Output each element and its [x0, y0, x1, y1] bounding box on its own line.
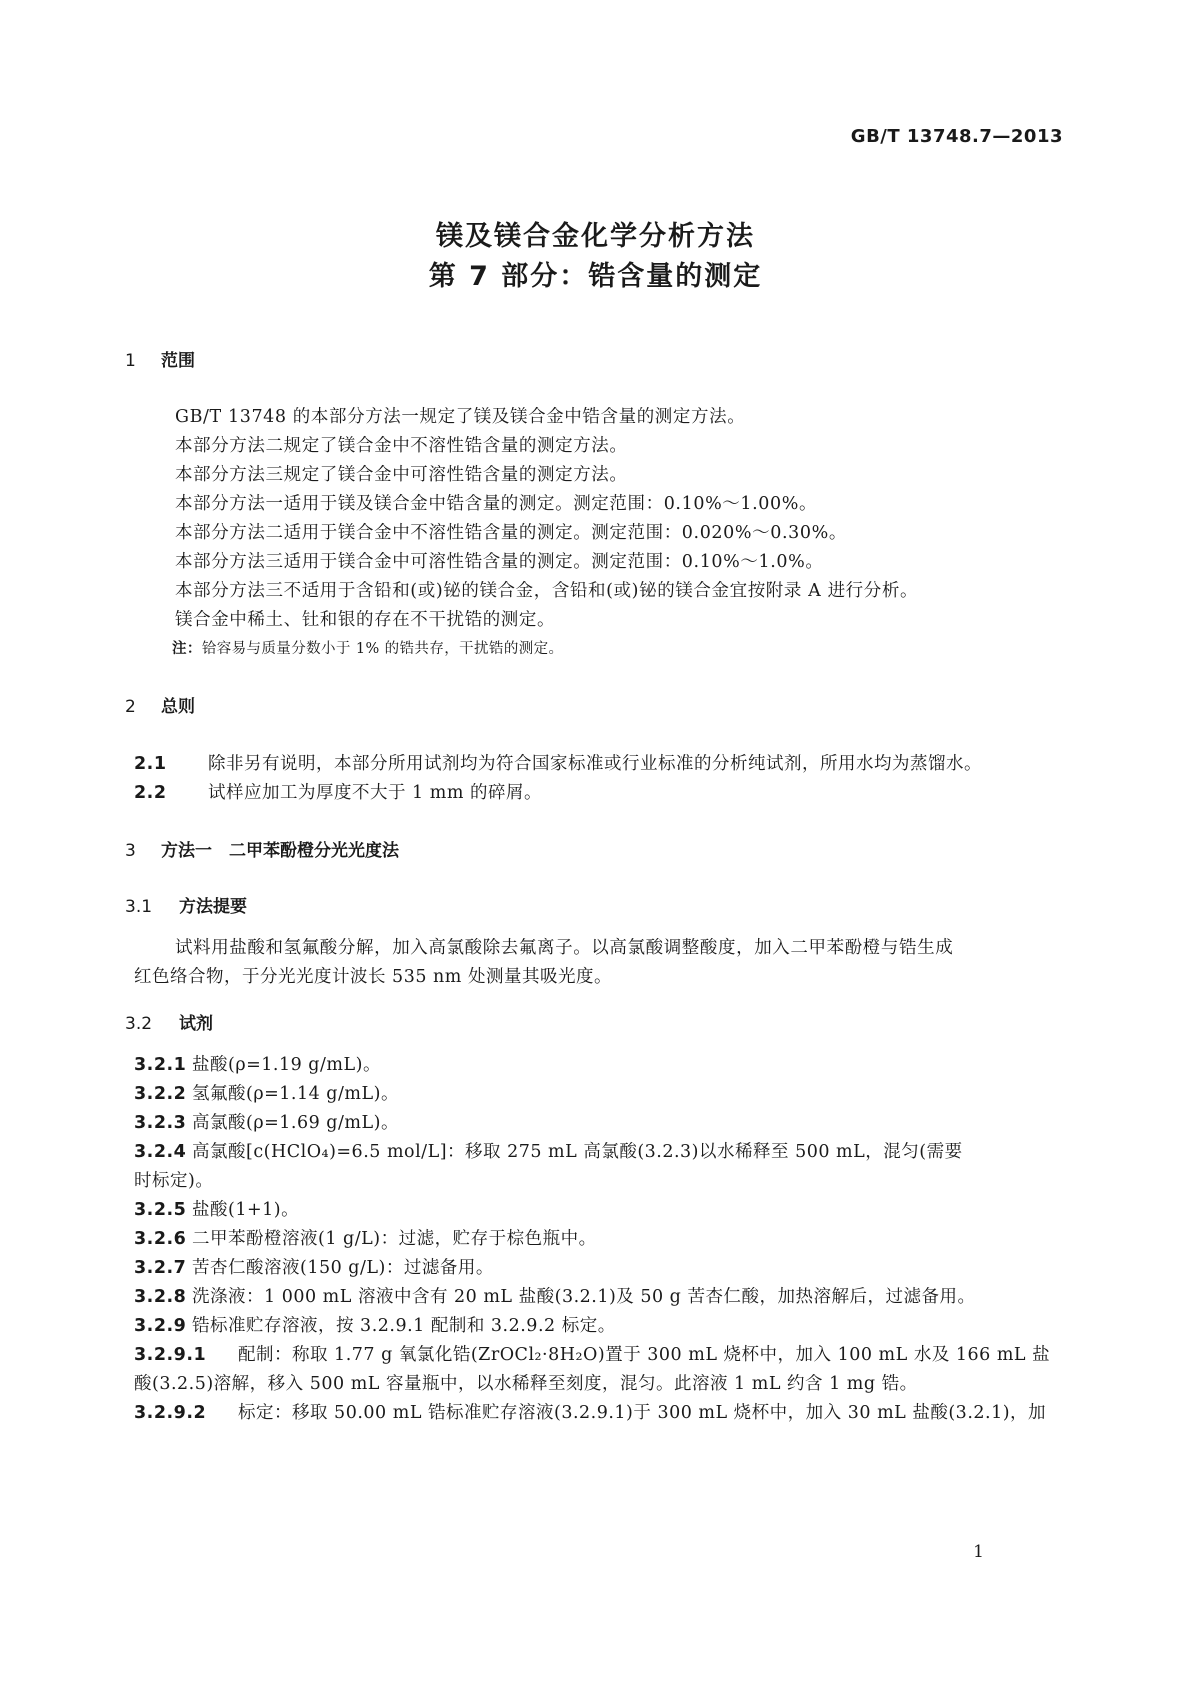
- reagent-item: [134, 1225, 597, 1250]
- scope-paragraph: 本部分方法二适用于镁合金中不溶性锆含量的测定。测定范围：0.020%～0.30%。: [175, 523, 847, 543]
- clause-number: 3.2.8: [134, 1287, 187, 1307]
- scope-paragraph: GB/T 13748 的本部分方法一规定了镁及镁合金中锆含量的测定方法。: [175, 407, 746, 427]
- clause-text: 盐酸(1+1)。: [192, 1200, 300, 1220]
- scope-paragraph: 本部分方法三适用于镁合金中可溶性锆含量的测定。测定范围：0.10%～1.0%。: [175, 552, 824, 572]
- section-title: 试剂: [179, 1014, 213, 1034]
- clause-2-1: [134, 750, 982, 775]
- scope-paragraph: 本部分方法一适用于镁及镁合金中锆含量的测定。测定范围：0.10%～1.00%。: [175, 494, 818, 514]
- scope-paragraph: 本部分方法三不适用于含铅和(或)铋的镁合金，含铅和(或)铋的镁合金宜按附录 A 进行分析。: [175, 581, 919, 601]
- clause-number: 3.2.2: [134, 1084, 187, 1104]
- principle-line: 红色络合物，于分光光度计波长 535 nm 处测量其吸光度。: [134, 967, 612, 987]
- clause-text: 苦杏仁酸溶液(150 g/L)：过滤备用。: [192, 1258, 494, 1278]
- scope-paragraph: 本部分方法三规定了镁合金中可溶性锆含量的测定方法。: [175, 465, 628, 485]
- clause-text: 配制：称取 1.77 g 氧氯化锆(ZrOCl₂·8H₂O)置于 300 mL 烧杯中，加入 100 mL 水及 166 mL 盐: [238, 1345, 1051, 1365]
- section-3-1-heading: [125, 892, 247, 917]
- clause-number: 2.2: [134, 783, 167, 803]
- reagent-item-continued: 时标定)。: [134, 1171, 214, 1191]
- scope-note: [172, 637, 563, 658]
- clause-text: 氢氟酸(ρ=1.14 g/mL)。: [192, 1084, 399, 1104]
- clause-number: 3.2.9.1: [134, 1345, 207, 1365]
- clause-number: 3.2.5: [134, 1200, 187, 1220]
- section-2-heading: [125, 692, 195, 717]
- reagent-item: [134, 1138, 963, 1163]
- clause-text: 锆标准贮存溶液，按 3.2.9.1 配制和 3.2.9.2 标定。: [192, 1316, 616, 1336]
- scope-paragraph: 镁合金中稀土、钍和银的存在不干扰锆的测定。: [175, 610, 556, 630]
- note-text: 铪容易与质量分数小于 1% 的锆共存，干扰锆的测定。: [201, 641, 564, 657]
- clause-text: 二甲苯酚橙溶液(1 g/L)：过滤，贮存于棕色瓶中。: [192, 1229, 597, 1249]
- reagent-item: [134, 1051, 381, 1076]
- clause-number: 3.2.9: [134, 1316, 187, 1336]
- reagent-item-continued: 酸(3.2.5)溶解，移入 500 mL 容量瓶中，以水稀释至刻度，混匀。此溶液 1 mL 约含 1 mg 锆。: [134, 1374, 918, 1394]
- clause-text: 试样应加工为厚度不大于 1 mm 的碎屑。: [208, 783, 543, 803]
- clause-number: 3.2.7: [134, 1258, 187, 1278]
- section-title: 范围: [161, 351, 195, 371]
- document-title: 镁及镁合金化学分析方法: [436, 221, 755, 252]
- reagent-item: [134, 1196, 299, 1221]
- clause-number: 3.2.3: [134, 1113, 187, 1133]
- clause-number: 3.2.6: [134, 1229, 187, 1249]
- section-3-heading: [125, 836, 399, 861]
- reagent-item: [134, 1109, 399, 1134]
- clause-text: 洗涤液：1 000 mL 溶液中含有 20 mL 盐酸(3.2.1)及 50 g 苦杏仁酸，加热溶解后，过滤备用。: [192, 1287, 976, 1307]
- clause-2-2: [134, 779, 542, 804]
- note-label: 注：: [172, 641, 202, 657]
- section-1-heading: [125, 346, 195, 371]
- clause-text: 高氯酸(ρ=1.69 g/mL)。: [192, 1113, 399, 1133]
- reagent-item: [134, 1283, 975, 1308]
- section-number: 3: [125, 841, 136, 861]
- section-number: 2: [125, 697, 136, 717]
- section-title: 总则: [161, 697, 195, 717]
- reagent-item: [134, 1254, 494, 1279]
- reagent-item: [134, 1399, 1046, 1424]
- principle-line: 试料用盐酸和氢氟酸分解，加入高氯酸除去氟离子。以高氯酸调整酸度，加入二甲苯酚橙与锆生成: [175, 938, 954, 958]
- section-3-2-heading: [125, 1009, 213, 1034]
- clause-text: 除非另有说明，本部分所用试剂均为符合国家标准或行业标准的分析纯试剂，所用水均为蒸馏水。: [208, 754, 982, 774]
- standard-number: GB/T 13748.7—2013: [850, 126, 1063, 147]
- clause-number: 3.2.1: [134, 1055, 187, 1075]
- reagent-item: [134, 1312, 616, 1337]
- page-number: 1: [973, 1542, 984, 1562]
- clause-number: 2.1: [134, 754, 167, 774]
- reagent-item: [134, 1341, 1050, 1366]
- reagent-item: [134, 1080, 399, 1105]
- section-title: 方法一 二甲苯酚橙分光光度法: [161, 841, 399, 861]
- section-number: 3.1: [125, 897, 153, 917]
- clause-text: 标定：移取 50.00 mL 锆标准贮存溶液(3.2.9.1)于 300 mL 烧杯中，加入 30 mL 盐酸(3.2.1)，加: [238, 1403, 1047, 1423]
- document-subtitle: 第 7 部分：锆含量的测定: [428, 261, 763, 292]
- clause-number: 3.2.9.2: [134, 1403, 207, 1423]
- clause-text: 盐酸(ρ=1.19 g/mL)。: [192, 1055, 381, 1075]
- section-number: 1: [125, 351, 136, 371]
- section-number: 3.2: [125, 1014, 153, 1034]
- section-title: 方法提要: [179, 897, 247, 917]
- scope-paragraph: 本部分方法二规定了镁合金中不溶性锆含量的测定方法。: [175, 436, 628, 456]
- clause-text: 高氯酸[c(HClO₄)=6.5 mol/L]：移取 275 mL 高氯酸(3.2.3)以水稀释至 500 mL，混匀(需要: [192, 1142, 963, 1162]
- clause-number: 3.2.4: [134, 1142, 187, 1162]
